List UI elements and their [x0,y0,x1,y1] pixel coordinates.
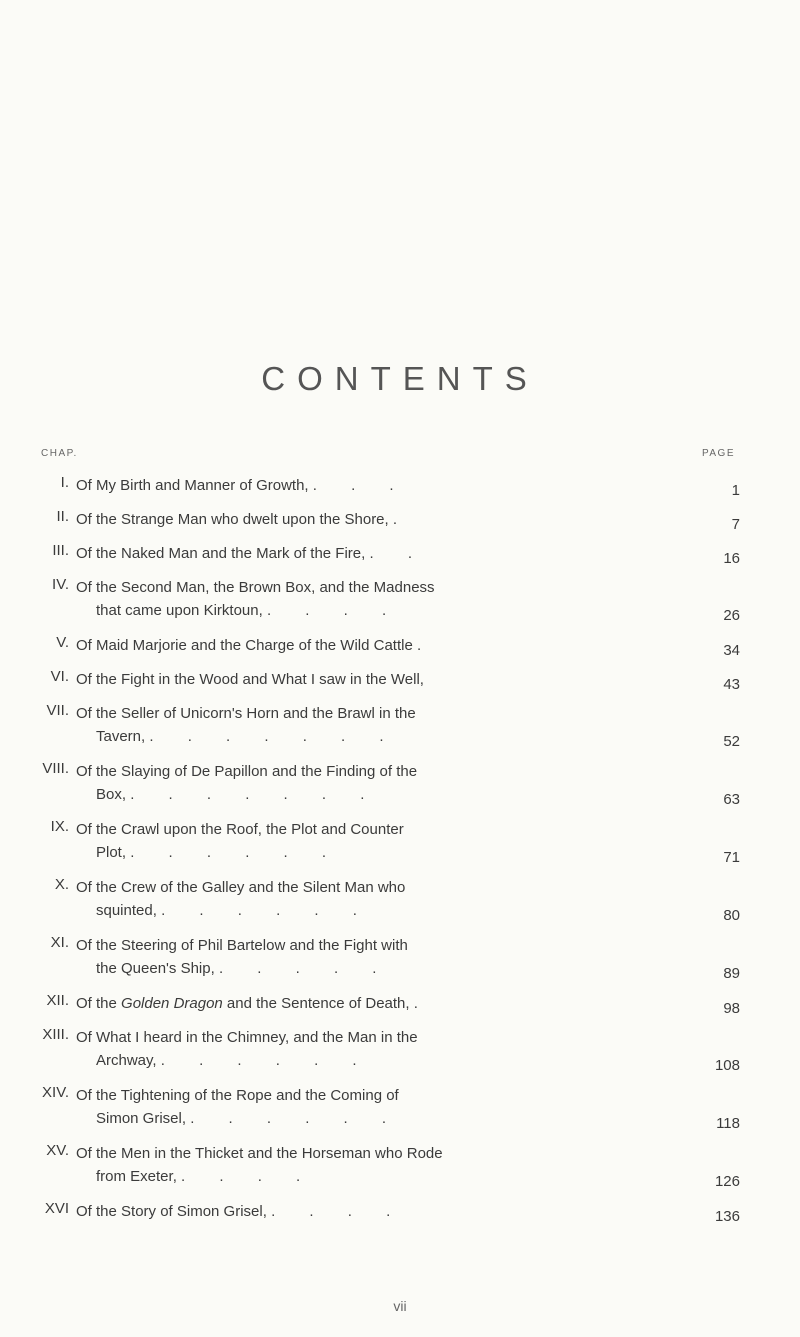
chapter-title: Of the Men in the Thicket and the Horseman who Rode [76,1145,443,1162]
chapter-number: XIV. [42,1084,69,1101]
chapter-title-continued: Archway, [96,1052,157,1069]
chapter-number: X. [54,876,69,893]
toc-entry [0,760,800,818]
chapter-number: XI. [50,934,69,951]
chap-column-header: CHAP. [41,448,78,459]
table-of-contents [0,474,800,1234]
page-number: 71 [723,849,740,866]
toc-entry [0,474,800,508]
page-number: 89 [723,965,740,982]
toc-entry [0,934,800,992]
page-number: 136 [714,1208,740,1225]
chapter-number: II. [56,508,69,525]
page-number: 52 [723,733,740,750]
page-column-header: PAGE [701,448,735,459]
chapter-number: VI. [50,668,69,685]
chapter-number: VII. [46,702,69,719]
toc-entry [0,876,800,934]
chapter-title: Of the Crew of the Galley and the Silent Man who [76,879,406,896]
chapter-title-continued: squinted, [96,902,157,919]
chapter-title-continued: from Exeter, [96,1168,177,1185]
chapter-title-italic: Golden Dragon [121,995,223,1012]
page-number: 63 [723,791,740,808]
chapter-title: Of the [76,995,122,1012]
chapter-title: Of the Seller of Unicorn's Horn and the Brawl in the [76,705,416,722]
leader-dots: . . . . . . [130,844,342,861]
toc-entry [0,634,800,668]
leader-dots: . . . . . [218,960,392,977]
toc-entry [0,1026,800,1084]
chapter-title: Of the Tightening of the Rope and the Coming of [76,1087,399,1104]
page-number: 34 [723,642,740,659]
chapter-title-continued: the Queen's Ship, [96,960,215,977]
chapter-title: Of What I heard in the Chimney, and the Man in the [76,1029,418,1046]
chapter-number: XII. [46,992,69,1009]
page-number: 1 [731,482,740,499]
roman-page-number: vii [393,1298,407,1314]
toc-entry [0,508,800,542]
page-number: 26 [723,607,740,624]
chapter-title: Of the Naked Man and the Mark of the Fire, [76,545,366,562]
page-number: 126 [714,1173,740,1190]
chapter-number: IX. [50,818,69,835]
chapter-number: VIII. [42,760,69,777]
leader-dots: . . . . . . . [149,728,399,745]
page-number: 98 [723,1000,740,1017]
page-number: 108 [714,1057,740,1074]
leader-dots: . . . . . . [160,1052,372,1069]
chapter-title-continued: Box, [96,786,127,803]
toc-entry [0,1084,800,1142]
chapter-title-continued: Tavern, [96,728,146,745]
page-number: 16 [723,550,740,567]
leader-dots: . . . . . . . [130,786,380,803]
toc-entry [0,668,800,702]
leader-dots: . . . . . . [161,902,372,919]
page-number: 80 [723,907,740,924]
chapter-title: Of Maid Marjorie and the Charge of the Wild Cattle [76,637,413,654]
chapter-number: XV. [46,1142,69,1159]
page-number: 7 [731,516,740,533]
page-number: 43 [723,676,740,693]
toc-entry [0,576,800,634]
chapter-title: Of the Slaying of De Papillon and the Finding of the [76,763,418,780]
toc-entry [0,1142,800,1200]
chapter-title: Of the Crawl upon the Roof, the Plot and Counter [76,821,404,838]
chapter-title: Of the Steering of Phil Bartelow and the Fight with [76,937,408,954]
chapter-number: V. [56,634,69,651]
chapter-number: I. [60,474,69,491]
leader-dots: . . [369,545,427,562]
leader-dots: . . . [312,477,409,494]
chapter-title: Of the Strange Man who dwelt upon the Shore, [76,511,389,528]
chapter-title-rest: and the Sentence of Death, [222,995,410,1012]
chapter-title-continued: that came upon Kirktoun, [96,602,263,619]
toc-entry [0,818,800,876]
leader-dots: . [417,637,437,654]
chapter-number: IV. [52,576,69,593]
leader-dots: . . . . [271,1203,406,1220]
chapter-title-continued: Plot, [96,844,127,861]
toc-entry [0,702,800,760]
chapter-number: XIII. [42,1026,69,1043]
chapter-title: Of the Second Man, the Brown Box, and the Madness [76,579,435,596]
page-title: CONTENTS [261,360,539,397]
page-number: 118 [716,1115,740,1132]
leader-dots: . . . . [181,1168,316,1185]
toc-entry [0,992,800,1026]
leader-dots: . . . . . . [190,1110,402,1127]
chapter-number: III. [52,542,69,559]
leader-dots: . [392,511,413,528]
chapter-title: Of the Story of Simon Grisel, [76,1203,267,1220]
leader-dots: . [413,995,433,1012]
chapter-title: Of My Birth and Manner of Growth, [76,477,309,494]
leader-dots: . . . . [266,602,402,619]
chapter-title-continued: Simon Grisel, [96,1110,187,1127]
toc-entry [0,542,800,576]
chapter-number: XVI [44,1200,69,1217]
toc-entry [0,1200,800,1234]
chapter-title: Of the Fight in the Wood and What I saw in the Well, [76,671,424,688]
